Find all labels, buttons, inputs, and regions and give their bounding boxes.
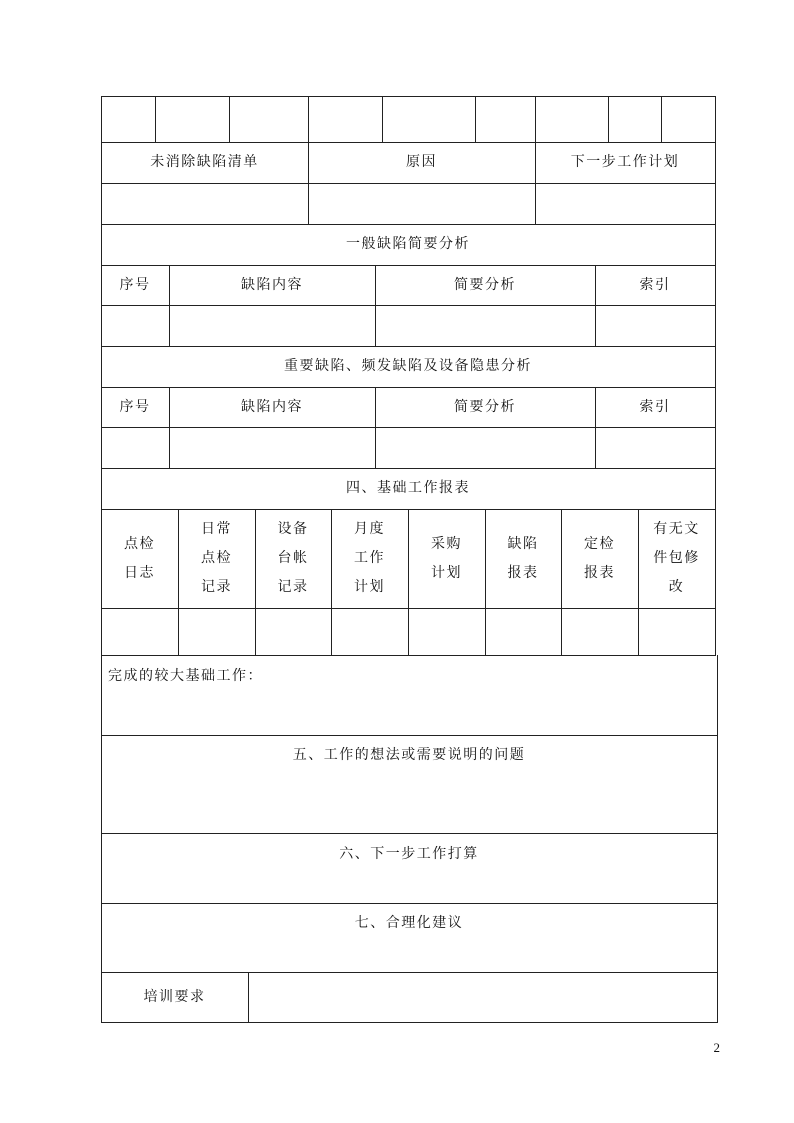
general-header-no: 序号 <box>119 276 151 293</box>
report-header-daily-inspection: 日常 点检 记录 <box>201 521 232 595</box>
reason-header: 原因 <box>406 154 437 170</box>
report-header-equipment-ledger: 设备 台帐 记录 <box>277 521 309 595</box>
general-header-analysis: 简要分析 <box>454 276 516 293</box>
report-header-monthly-plan: 月度 工作 计划 <box>354 521 385 595</box>
general-header-index: 索引 <box>639 276 671 293</box>
section6-title: 六、下一步工作打算 <box>339 846 479 862</box>
unresolved-defects-header: 未消除缺陷清单 <box>150 154 259 170</box>
basic-reports-title: 四、基础工作报表 <box>346 480 470 496</box>
major-header-no: 序号 <box>119 398 151 415</box>
report-header-inspection-log: 点检 日志 <box>124 535 155 581</box>
section7-title: 七、合理化建议 <box>354 915 464 931</box>
training-requirements-label: 培训要求 <box>143 988 206 1005</box>
major-header-analysis: 简要分析 <box>454 398 516 415</box>
report-header-file-package: 有无文 件包修 改 <box>653 521 700 595</box>
report-header-periodic-report: 定检 报表 <box>584 535 615 581</box>
major-header-content: 缺陷内容 <box>241 398 303 415</box>
report-header-defect-report: 缺陷 报表 <box>507 535 539 581</box>
general-header-content: 缺陷内容 <box>241 276 303 293</box>
major-work-label: 完成的较大基础工作： <box>108 668 263 684</box>
page-number: 2 <box>713 1040 720 1055</box>
major-defects-title: 重要缺陷、频发缺陷及设备隐患分析 <box>284 358 532 374</box>
general-defects-title: 一般缺陷简要分析 <box>346 236 470 252</box>
next-plan-header: 下一步工作计划 <box>570 154 680 170</box>
report-header-purchase-plan: 采购 计划 <box>431 535 462 581</box>
section5-title: 五、工作的想法或需要说明的问题 <box>292 747 526 763</box>
major-header-index: 索引 <box>639 398 671 415</box>
